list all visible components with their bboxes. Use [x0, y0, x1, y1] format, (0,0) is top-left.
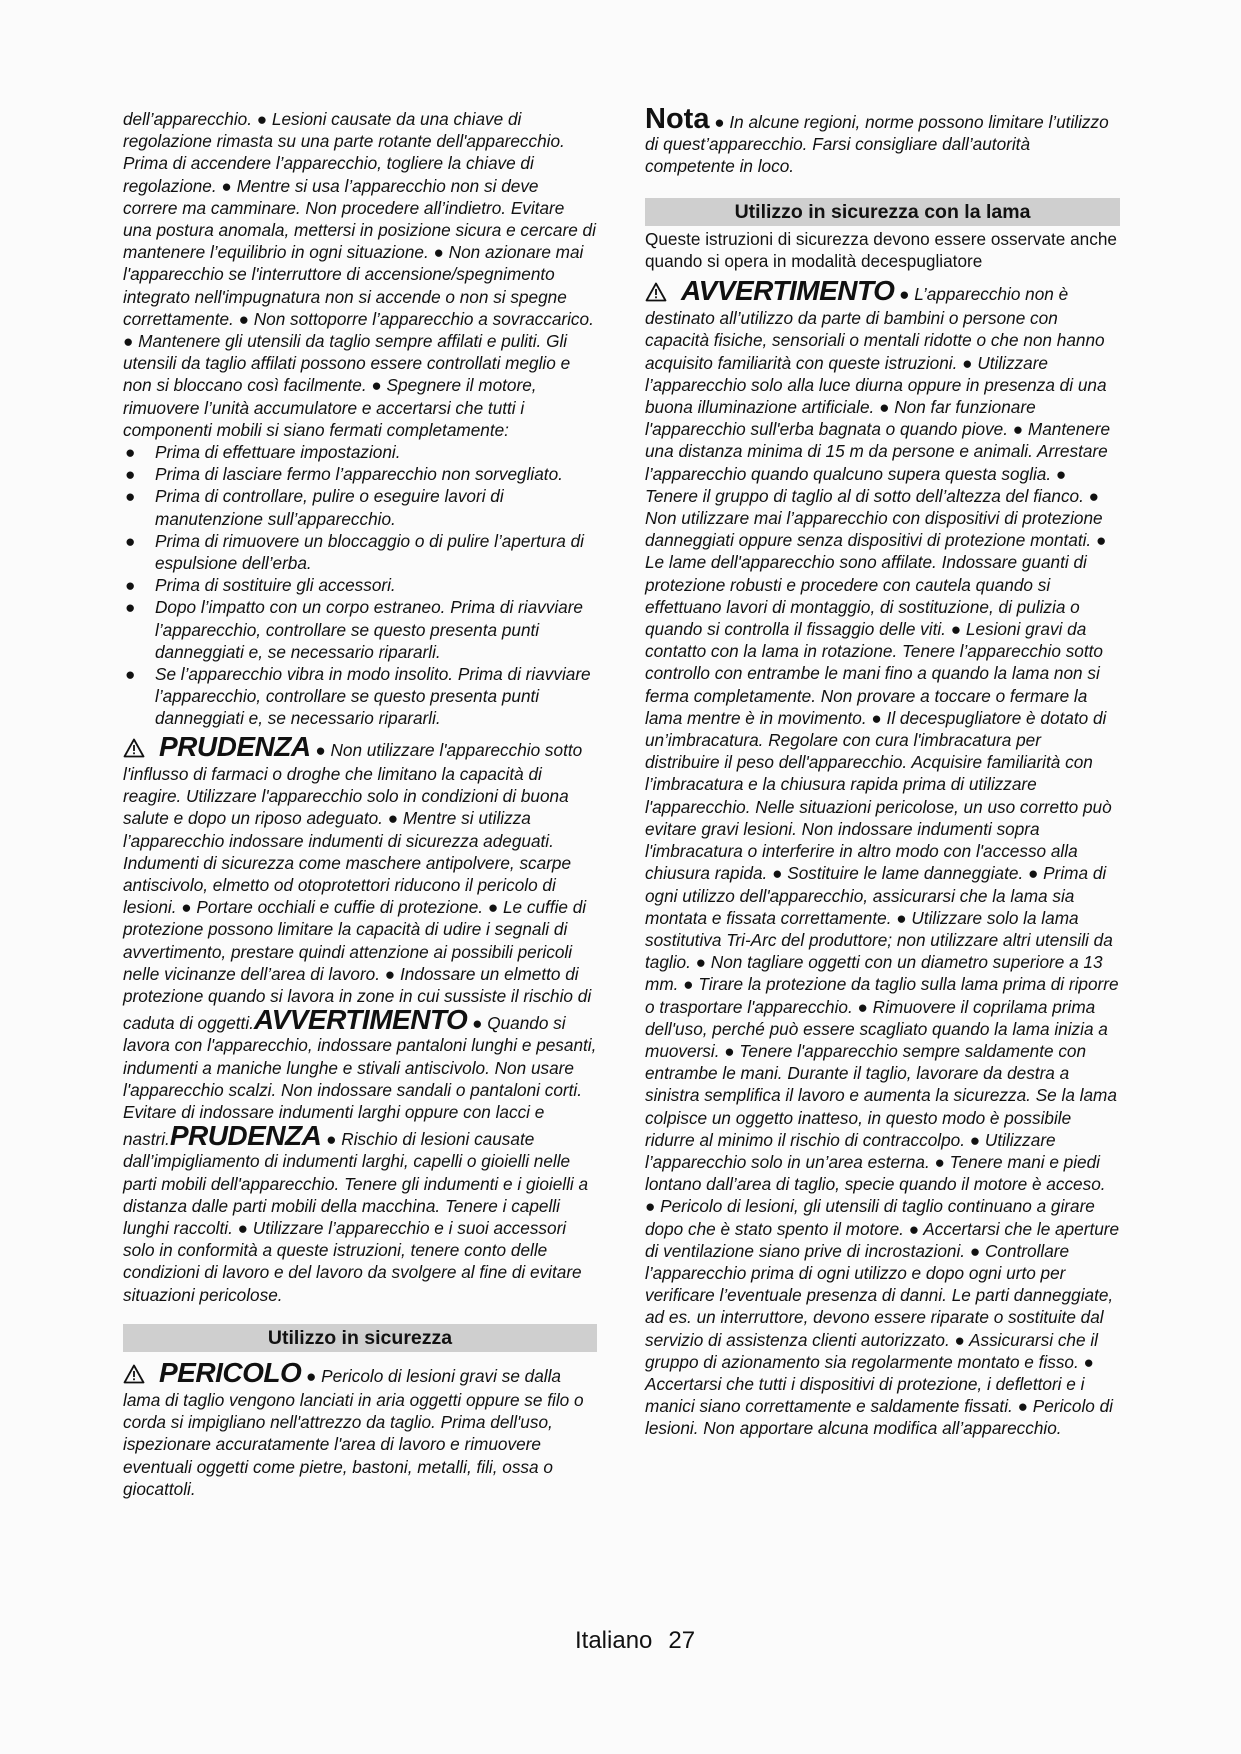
bullet-icon: ● [125, 442, 136, 463]
list-item: ● Prima di effettuare impostazioni. [125, 442, 401, 463]
caution-text: ● Non utilizzare l'apparecchio sotto l'influsso di farmaci o droghe che limitano la capacità di reagire. Utilizzare l'apparecchio solo in condizioni di buona salute e dopo un riposo adeguato. ● Mentre si utilizza l’apparecchio indossare indumenti di sicurezza adeguati. Indumenti di sicurezza come maschere antipolvere, scarpe antiscivolo, elmetto od otoprotettori riducono il pericolo di lesioni. ● Portare occhiali e cuffie di protezione. ● Le cuffie di protezione possono limitare la capacità di udire i segnali di avvertimento, prestare quindi attenzione ai possibili pericoli nelle vicinanze dell’area di lavoro. ● Indossare un elmetto di protezione quando si lavora in zone in cui sussiste il rischio di caduta di oggetti. [123, 739, 592, 1034]
bullet-icon: ● [125, 664, 136, 685]
section-intro: Queste istruzioni di sicurezza devono essere osservate anche quando si opera in modalità decespugliatore [645, 228, 1117, 271]
section-header-blade-safety: Utilizzo in sicurezza con la lama [645, 198, 1120, 226]
intro-paragraph: dell’apparecchio. ● Lesioni causate da una chiave di regolazione rimasta su una parte rotante dell'apparecchio. Prima di accendere l’apparecchio, togliere la chiave di regolazione. ● Mentre si usa l’apparecchio non si deve correre ma camminare. Non procedere all’indietro. Evitare una postura anomala, mettersi in posizione sicura e cercare di mantenere l’equilibrio in ogni situazione. ● Non azionare mai l'apparecchio se l'interruttore di accensione/spegnimento integrato nell'impugnatura non si accende o non si spegne correttamente. ● Non sottoporre l’apparecchio a sovraccarico. ● Mantenere gli utensili da taglio sempre affilati e puliti. Gli utensili da taglio affilati possono essere controllati meglio e non si bloccano così facilmente. ● Spegnere il motore, rimuovere l’unità accumulatore e accertarsi che tutti i componenti mobili si siano fermati completamente: [123, 109, 596, 440]
warning-text: ● L’apparecchio non è destinato all’utilizzo da parte di bambini o persone con capacità fisiche, sensoriali o mentali ridotte o che non hanno acquisito familiarità con queste istruzioni. ● Utilizzare l’apparecchio solo alla luce diurna oppure in presenza di una buona illuminazione artificiale. ● Non far funzionare l'apparecchio sull'erba bagnata o quando piove. ● Mantenere una distanza minima di 15 m da persone e animali. Arrestare l’apparecchio quando qualcuno supera questa soglia. ● Tenere il gruppo di taglio al di sotto dell’altezza del fianco. ● Non utilizzare mai l’apparecchio con dispositivi di protezione danneggiati oppure senza dispositivi di protezione montati. ● Le lame dell'apparecchio sono affilate. Indossare guanti di protezione robusti e procedere con cautela quando si effettuano lavori di montaggio, di sostituzione, di pulizia o quando si controlla il fissaggio delle viti. ● Lesioni gravi da contatto con la lama in rotazione. Tenere l’apparecchio sotto controllo con entrambe le mani fino a quando la lama non si ferma completamente. Non provare a toccare o fermare la lama mentre è in movimento. ● Il decespugliatore è dotato di un’imbracatura. Regolare con cura l'imbracatura per distribuire il peso dell'apparecchio. Acquisire familiarità con l’imbracatura e la chiusura rapida prima di utilizzare l'apparecchio. Nelle situazioni pericolose, un uso corretto può evitare gravi lesioni. Non indossare indumenti sopra l'imbracatura o interferire in altro modo con l'accesso alla chiusura rapida. ● Sostituire le lame danneggiate. ● Prima di ogni utilizzo dell'apparecchio, assicurarsi che la lama sia montata e fissata correttamente. ● Utilizzare solo la lama sostitutiva Tri-Arc del produttore; non utilizzare altri utensili da taglio. ● Non tagliare oggetti con un diametro superiore a 13 mm. ● Tirare la protezione da taglio sulla lama prima di riporre o trasportare l'apparecchio. ● Rimuovere il coprilama prima dell'uso, perché può essere scagliato quando la lama inizia a muoversi. ● Tenere l'apparecchio sempre saldamente con entrambe le mani. Durante il taglio, lavorare da destra a sinistra semplifica il lavoro e aumenta la sicurezza. Se la lama colpisce un oggetto inatteso, in questo modo è possibile ridurre al minimo il rischio di contraccolpo. ● Utilizzare l’apparecchio solo in un’area esterna. ● Tenere mani e piedi lontano dall’area di taglio, specie quando il motore è acceso. ● Pericolo di lesioni, gli utensili di taglio continuano a girare dopo che è stato spento il motore. ● Accertarsi che le aperture di ventilazione siano prive di incrostazioni. ● Controllare l’apparecchio prima di ogni utilizzo e dopo ogni urto per verificare l’eventuale presenza di danni. Le parti danneggiate, ad es. un interruttore, devono essere riparate o sostituite dal servizio di assistenza clienti autorizzato. ● Assicurarsi che il gruppo di azionamento sia regolarmente montato e fisso. ● Accertarsi che tutti i dispositivi di protezione, i deflettori e i manici siano correttamente e saldamente fissati. ● Pericolo di lesioni. Non apportare alcuna modifica all’apparecchio. [645, 284, 1120, 1439]
warning-triangle-icon [123, 738, 145, 763]
list-item: ● Prima di lasciare fermo l’apparecchio non sorvegliato. [125, 464, 563, 485]
blade-warning-block [645, 275, 1120, 1440]
warning-text: ● Quando si lavora con l'apparecchio, indossare pantaloni lunghi e pesanti, indumenti a maniche lunghe e stivali antiscivolo. Non usare l'apparecchio scalzi. Non indossare sandali o pantaloni corti. Evitare di indossare indumenti larghi oppure con lacci e nastri. [123, 1013, 597, 1150]
warning-triangle-icon [123, 1364, 145, 1389]
caution-label-2: PRUDENZA [169, 1120, 322, 1152]
caution-label: PRUDENZA [159, 730, 311, 762]
list-item: ● Prima di sostituire gli accessori. [125, 575, 396, 596]
note-text: ● In alcune regioni, norme possono limitare l’utilizzo di quest’apparecchio. Farsi consigliare dall’autorità competente in loco. [645, 112, 1109, 177]
danger-label: PERICOLO [159, 1356, 302, 1388]
bullet-icon: ● [125, 464, 136, 485]
precaution-list [123, 441, 597, 730]
page-footer [575, 1626, 695, 1656]
note-block [645, 103, 1120, 178]
right-column [645, 103, 1120, 1440]
danger-text: ● Pericolo di lesioni gravi se dalla lama di taglio vengono lanciati in aria oggetti oppure se filo o corda si impigliano nell'attrezzo da taglio. Prima dell'uso, ispezionare accuratamente l'area di lavoro e rimuovere eventuali oggetti come pietre, bastoni, metalli, fili, ossa o giocattoli. [123, 1365, 584, 1499]
bullet-icon: ● [125, 575, 136, 596]
caution-warning-block [123, 730, 597, 1306]
note-label: Nota [645, 103, 710, 135]
list-item: ● Dopo l’impatto con un corpo estraneo. Prima di riavviare l’apparecchio, controllare se questo presenta punti danneggiati e, se necessario ripararli. [125, 597, 583, 662]
page-number: 27 [668, 1627, 696, 1654]
warning-triangle-icon [645, 282, 667, 307]
warning-label: AVVERTIMENTO [253, 1004, 468, 1036]
footer-language: Italiano [575, 1627, 653, 1654]
list-item: ● Prima di rimuovere un bloccaggio o di pulire l’apertura di espulsione dell’erba. [125, 530, 584, 574]
caution-text-2: ● Rischio di lesioni causate dall’impigliamento di indumenti larghi, capelli o gioielli nelle parti mobili dell'apparecchio. Tenere gli indumenti e i gioielli a distanza dalle parti mobili della macchina. Tenere i capelli lunghi raccolti. ● Utilizzare l’apparecchio e i suoi accessori solo in conformità a queste istruzioni, tenere conto delle condizioni di lavoro e del lavoro da svolgere al fine di evitare situazioni pericolose. [123, 1129, 589, 1305]
list-item: ● Prima di controllare, pulire o eseguire lavori di manutenzione sull’apparecchio. [125, 486, 504, 529]
bullet-icon: ● [125, 486, 136, 507]
left-column [123, 108, 597, 1500]
bullet-icon: ● [125, 530, 136, 551]
bullet-icon: ● [125, 597, 136, 618]
list-item: ● Se l’apparecchio vibra in modo insolito. Prima di riavviare l’apparecchio, controllare se questo presenta punti danneggiati e, se necessario ripararli. [125, 664, 591, 729]
danger-block [123, 1356, 597, 1500]
warning-label: AVVERTIMENTO [681, 275, 895, 307]
section-header-safe-use: Utilizzo in sicurezza [123, 1324, 597, 1352]
